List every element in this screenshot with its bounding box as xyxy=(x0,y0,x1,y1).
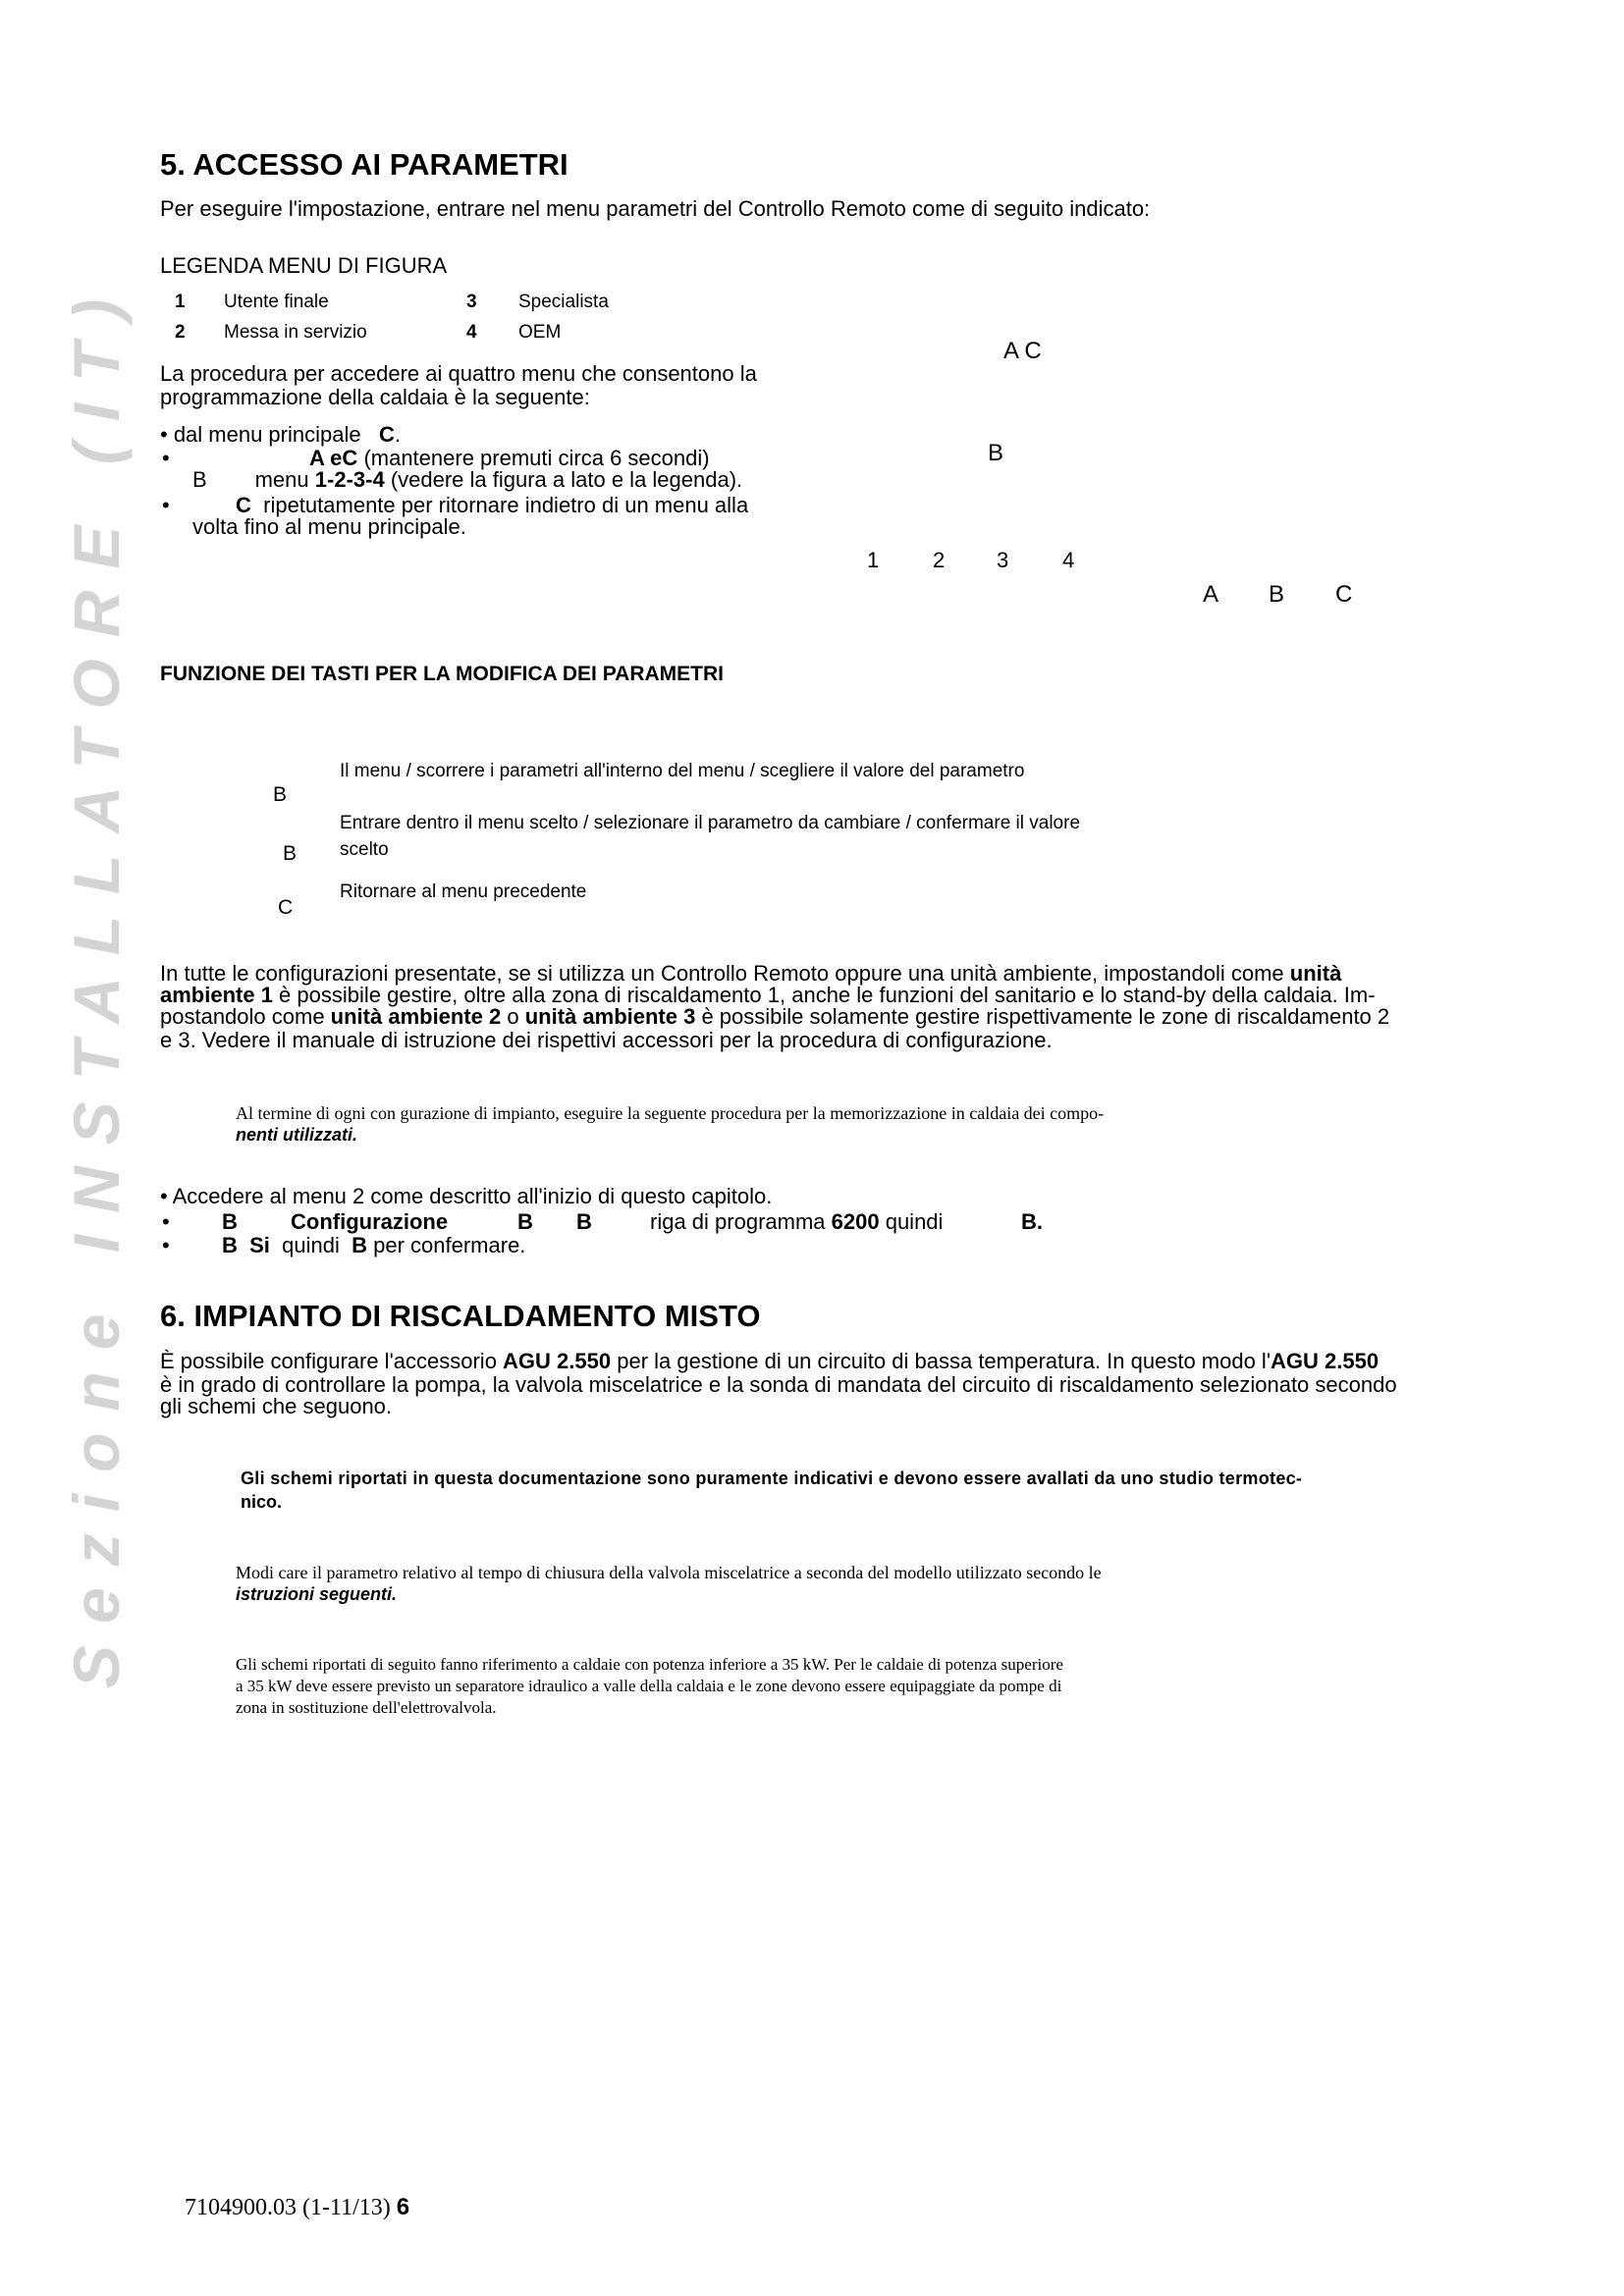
section-6-line-3: gli schemi che seguono. xyxy=(160,1394,393,1418)
legend-label-1: Utente finale xyxy=(224,292,329,312)
key-row-2-text: Entrare dentro il menu scelto / selezionare il parametro da cambiare / confermare il valore xyxy=(340,813,1081,833)
key-c: C xyxy=(378,422,395,447)
procedure-intro-line-1: La procedura per accedere ai quattro menu che consentono la xyxy=(160,361,757,386)
modify-note-line-2: istruzioni seguenti. xyxy=(236,1584,398,1604)
key-row-2-text-2: scelto xyxy=(340,839,389,860)
legend-label-3: Specialista xyxy=(518,292,609,312)
keys-a-c: A eC xyxy=(309,446,358,470)
memo-step-3-bullet: • xyxy=(162,1233,170,1257)
keys-section-title: FUNZIONE DEI TASTI PER LA MODIFICA DEI PARAMETRI xyxy=(160,663,724,685)
key-row-1-text: Il menu / scorrere i parametri all'interno del menu / scegliere il valore del parametro xyxy=(340,761,1025,781)
config-para-line-4: e 3. Vedere il manuale di istruzione dei rispettivi accessori per la procedura di configurazione. xyxy=(160,1028,1053,1052)
key-row-3-key: C xyxy=(278,896,294,919)
section-6-title: 6. IMPIANTO DI RISCALDAMENTO MISTO xyxy=(160,1299,761,1333)
memo-step-2-b1: B xyxy=(222,1209,238,1234)
memo-step-2-b4: B. xyxy=(1021,1209,1043,1234)
memo-step-3: B Si quindi B per confermare. xyxy=(222,1233,526,1257)
figure-menu-3: 3 xyxy=(997,548,1009,572)
warning-note-line-2: nico. xyxy=(241,1492,283,1512)
section-6-line-2: è in grado di controllare la pompa, la valvola miscelatrice e la sonda di mandata del circuito di riscaldamento selezionato secondo xyxy=(160,1372,1397,1397)
config-para-line-1: In tutte le configurazioni presentate, se si utilizza un Controllo Remoto oppure una unità ambiente, impostandoli come unità xyxy=(160,961,1342,986)
figure-label-b: B xyxy=(988,440,1004,466)
step-2: A eC (mantenere premuti circa 6 secondi) xyxy=(309,446,710,470)
memo-step-2-b2: B xyxy=(517,1209,533,1234)
figure-label-ac: A C xyxy=(1003,338,1042,364)
step-4-bullet: • xyxy=(162,493,170,517)
config-para-line-2: ambiente 1 è possibile gestire, oltre alla zona di riscaldamento 1, anche le funzioni del sanitario e lo stand-by della caldaia. Im- xyxy=(160,983,1376,1007)
figure-key-c: C xyxy=(1335,581,1353,608)
section-6-line-1: È possibile configurare l'accessorio AGU 2.550 per la gestione di un circuito di bassa temperatura. In questo modo l'AGU 2.550 xyxy=(160,1349,1380,1373)
step-3: B menu 1-2-3-4 (vedere la figura a lato e la legenda). xyxy=(192,467,743,492)
memo-note-line-2: nenti utilizzati. xyxy=(236,1125,357,1145)
document-code: 7104900.03 (1-11/13) xyxy=(185,2195,391,2220)
figure-menu-1: 1 xyxy=(867,548,880,572)
legend-num-4: 4 xyxy=(466,322,477,343)
section-5-intro: Per eseguire l'impostazione, entrare nel menu parametri del Controllo Remoto come di seguito indicato: xyxy=(160,196,1151,221)
legend-label-4: OEM xyxy=(518,322,562,343)
figure-menu-2: 2 xyxy=(933,548,946,572)
config-para-line-3: postandolo come unità ambiente 2 o unità ambiente 3 è possibile solamente gestire rispettivamente le zone di riscaldamento 2 xyxy=(160,1004,1390,1029)
figure-menu-4: 4 xyxy=(1062,548,1075,572)
step-1: • dal menu principale C. xyxy=(160,422,401,447)
memo-step-2-text: riga di programma 6200 quindi xyxy=(650,1209,944,1234)
warning-note-line-1: Gli schemi riportati in questa documentazione sono puramente indicativi e devono essere avallati da uno studio termotec- xyxy=(241,1468,1303,1488)
legend-label-2: Messa in servizio xyxy=(224,322,367,343)
memo-step-2-config: Configurazione xyxy=(291,1209,449,1234)
legend-title: LEGENDA MENU DI FIGURA xyxy=(160,253,448,278)
page-number: 6 xyxy=(396,2194,410,2220)
key-row-2-key: B xyxy=(283,842,298,865)
schemi-note-line-1: Gli schemi riportati di seguito fanno riferimento a caldaie con potenza inferiore a 35 kW. Per le caldaie di potenza superiore xyxy=(236,1655,1063,1674)
memo-note-line-1: Al termine di ogni con gurazione di impianto, eseguire la seguente procedura per la memorizzazione in caldaia dei compo- xyxy=(236,1103,1105,1123)
legend-num-2: 2 xyxy=(175,322,186,343)
key-b: B xyxy=(192,467,207,492)
step-4: C ripetutamente per ritornare indietro di un menu alla xyxy=(236,493,749,517)
memo-step-2-bullet: • xyxy=(162,1209,170,1234)
footer xyxy=(185,2194,409,2221)
modify-note-line-1: Modi care il parametro relativo al tempo di chiusura della valvola miscelatrice a seconda del modello utilizzato secondo le xyxy=(236,1563,1102,1582)
key-row-1-key: B xyxy=(273,783,288,806)
key-c: C xyxy=(236,493,251,517)
schemi-note-line-3: zona in sostituzione dell'elettrovalvola. xyxy=(236,1698,497,1717)
figure-key-a: A xyxy=(1203,581,1219,608)
legend-num-1: 1 xyxy=(175,292,186,312)
step-4-line-2: volta fino al menu principale. xyxy=(192,514,466,539)
procedure-intro-line-2: programmazione della caldaia è la seguente: xyxy=(160,385,590,409)
legend-num-3: 3 xyxy=(466,292,477,312)
step-2-bullet: • xyxy=(162,446,170,470)
section-sidebar-label: Sezione INSTALLATORE (IT) xyxy=(60,277,133,1688)
memo-step-1: • Accedere al menu 2 come descritto all'inizio di questo capitolo. xyxy=(160,1184,773,1208)
key-row-3-text: Ritornare al menu precedente xyxy=(340,881,587,902)
figure-key-b: B xyxy=(1269,581,1285,608)
section-5-title: 5. ACCESSO AI PARAMETRI xyxy=(160,147,568,182)
memo-step-2-b3: B xyxy=(576,1209,592,1234)
schemi-note-line-2: a 35 kW deve essere previsto un separatore idraulico a valle della caldaia e le zone devono essere equipaggiate da pompe di xyxy=(236,1677,1062,1695)
